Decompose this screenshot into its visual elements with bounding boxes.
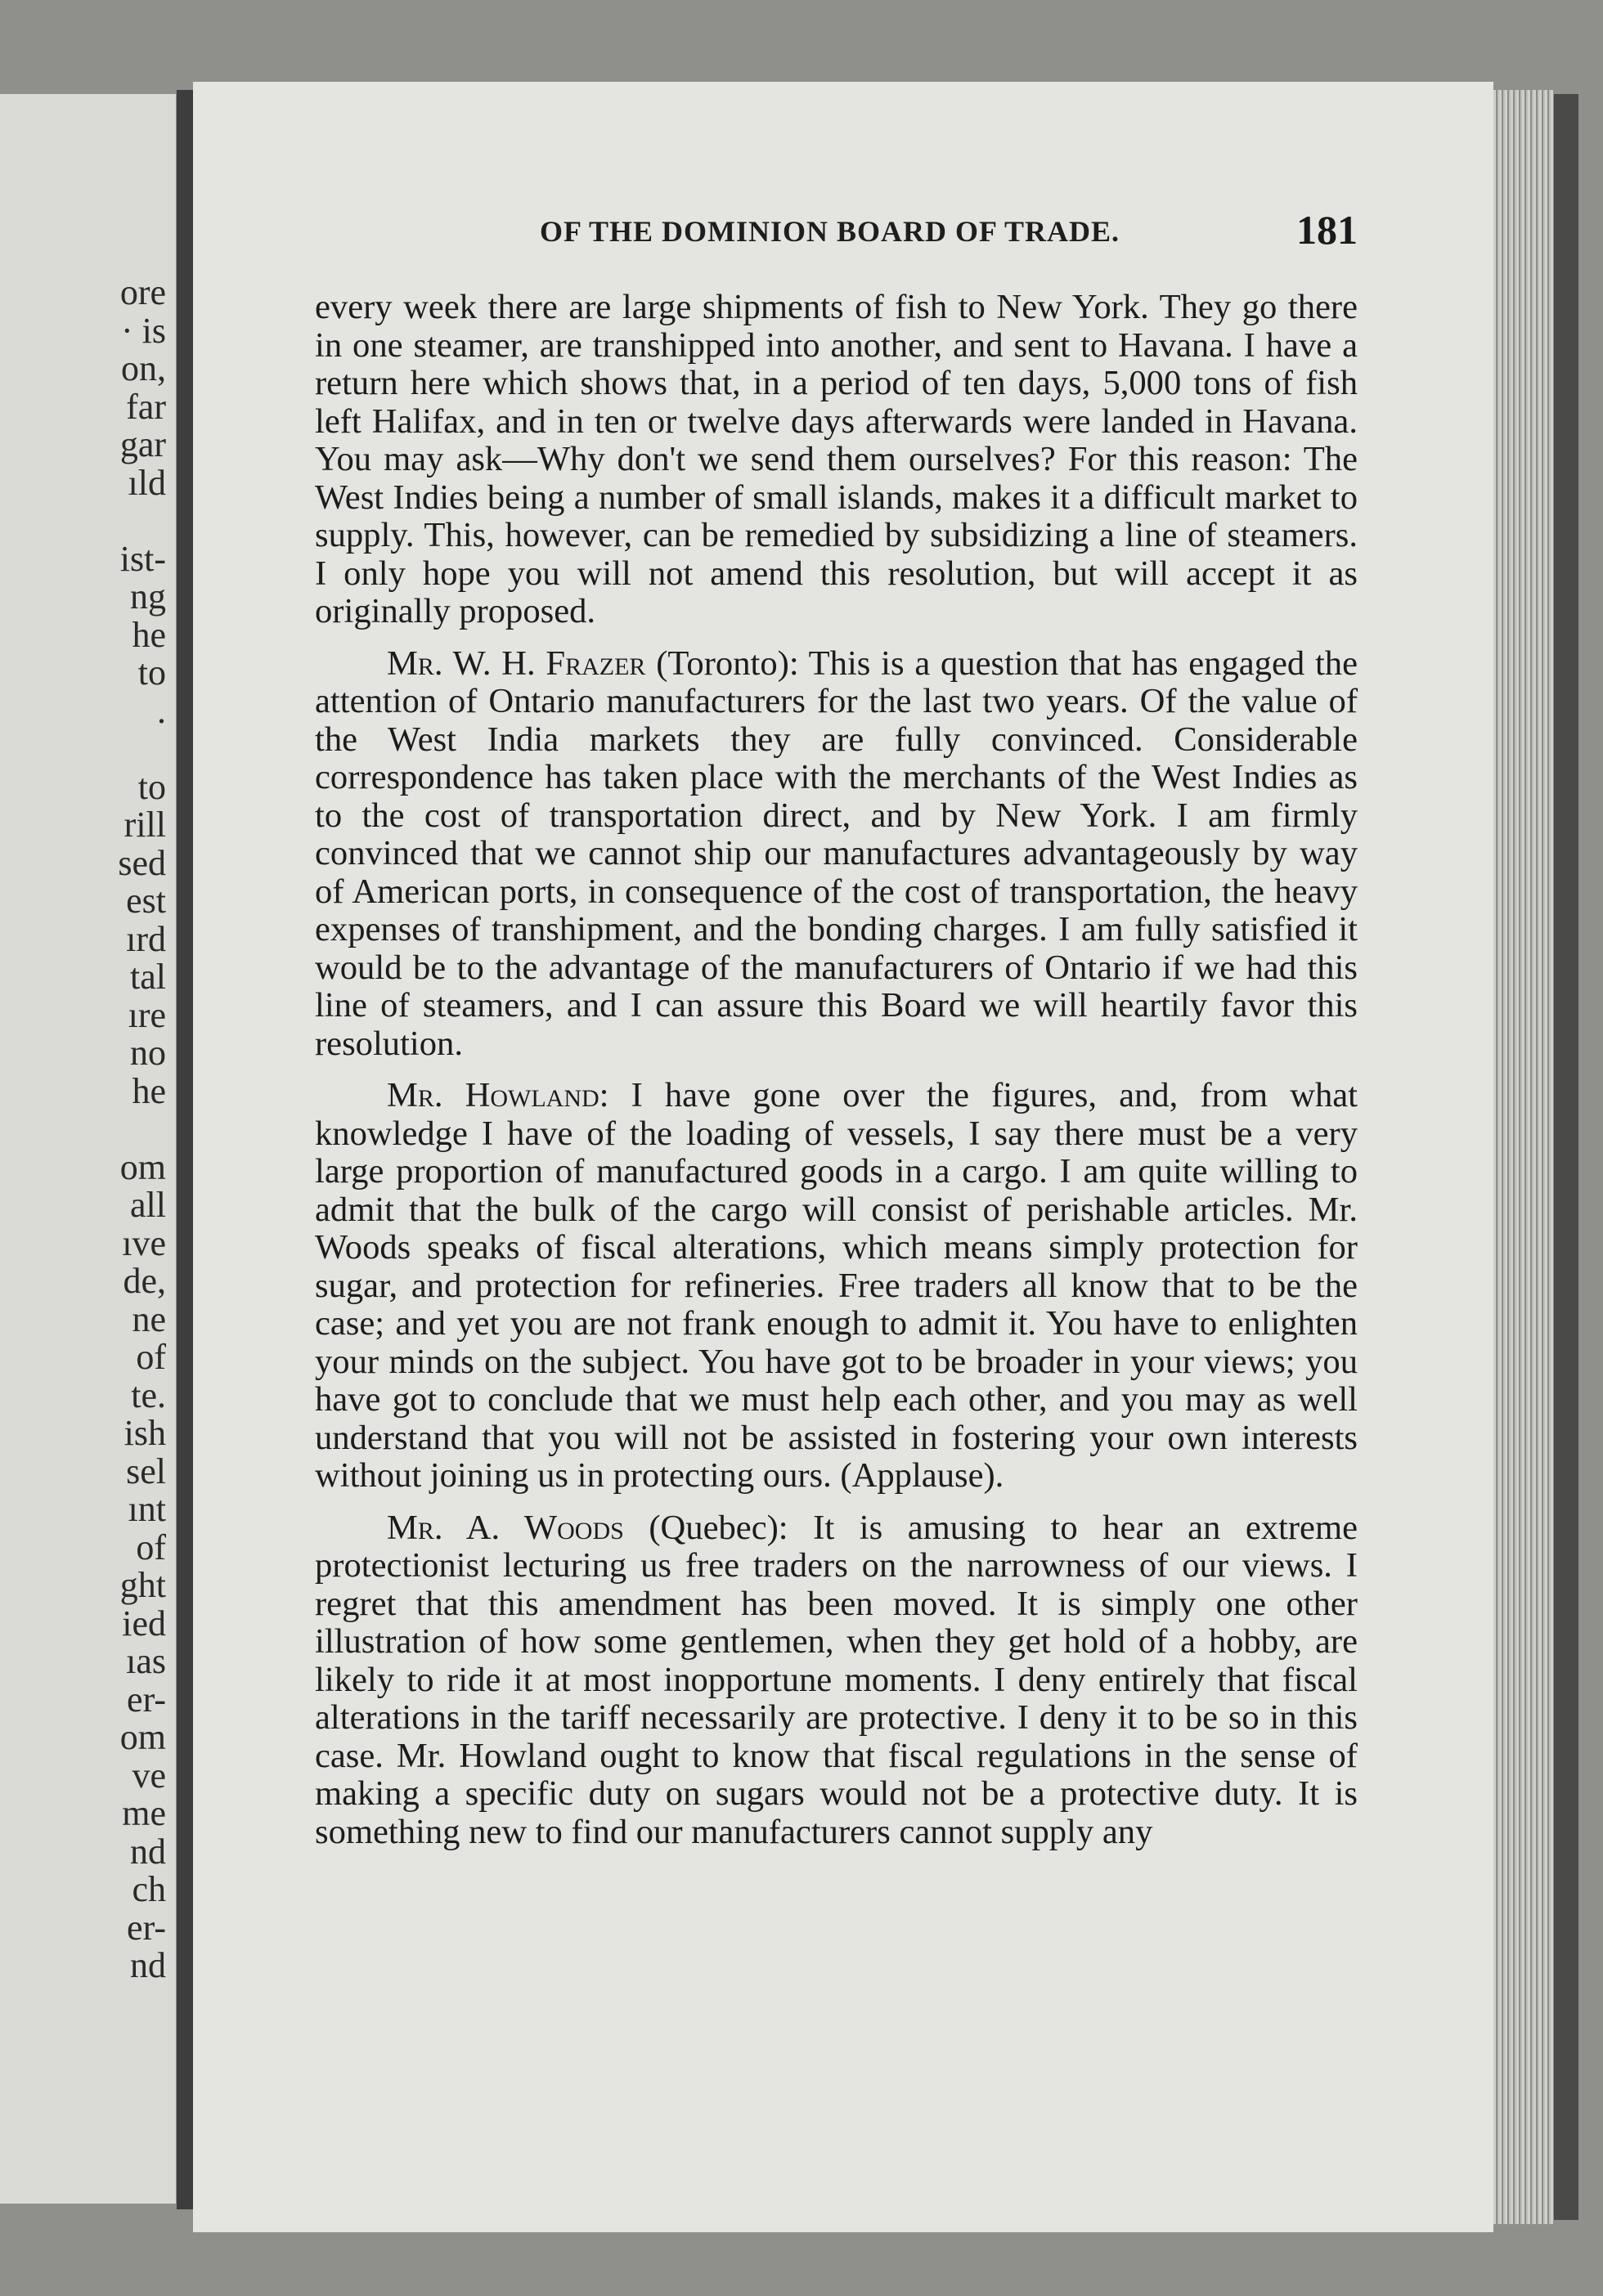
left-page-fragment: ied: [122, 1603, 166, 1644]
left-page-fragment: to: [137, 652, 166, 693]
left-page-fragment: ist-: [119, 538, 166, 579]
left-page-fragment: de,: [123, 1261, 166, 1301]
left-page-fragment: all: [130, 1185, 166, 1225]
left-page-fragment: ve: [132, 1755, 166, 1796]
speaker-name: Mr. A. Woods: [387, 1508, 624, 1547]
paragraph: [315, 1509, 1358, 1852]
paragraph-text: I have gone over the figures, and, from what knowledge I have of the loading of vessels, I say there must be a very large proportion of manufactured goods in a cargo. I am quite willing to admit that the bulk of the cargo will consist of perishable articles. Mr. Woods speaks of fiscal alterations, which means simply protection for sugar, and protection for refineries. Free traders all know that to be the case; and yet you are not frank enough to admit it. You have to enlighten your minds on the subject. You have got to be broader in your views; you have got to conclude that we must help each other, and you may as well understand that you will not be assisted in fostering your own interests without joining us in protecting ours. (Applause).: [315, 1076, 1358, 1495]
page-body: [315, 289, 1358, 1851]
left-page-fragment: ore: [119, 272, 166, 312]
left-page-fragment: of: [136, 1337, 166, 1377]
left-page-text-fragments: [118, 274, 166, 1985]
left-page-fragment: he: [132, 1070, 166, 1111]
left-facing-page: [0, 94, 176, 2204]
left-page-fragment: far: [126, 386, 166, 427]
page-edges: [1493, 90, 1554, 2224]
paragraph-text: This is a question that has engaged the attention of Ontario manufacturers for the last two years. Of the value of the West India markets they are fully convinced. Considerable correspondence has taken place with the merchants of the West Indies as to the cost of transportation direct, and by New York. I am firmly convinced that we cannot ship our manufactures advantageously by way of American ports, in consequence of the cost of transportation, the heavy expenses of transhipment, and the bonding charges. I am fully satisfied it would be to the advantage of the manufacturers of Ontario if we had this line of steamers, and I can assure this Board we will heartily favor this resolution.: [315, 644, 1358, 1063]
paragraph-text: It is amusing to hear an extreme protectionist lecturing us free traders on the narrowness of our views. I regret that this amendment has been moved. It is simply one other illustration of how some gentlemen, when they get hold of a hobby, are likely to ride it at most inopportune moments. I deny entirely that fiscal alterations in the tariff necessarily are protective. I deny it to be so in this case. Mr. Howland ought to know that fiscal regulations in the sense of making a specific duty on sugars would not be a protective duty. It is something new to find our manufacturers cannot supply any: [315, 1508, 1358, 1851]
speaker-affiliation: (Toronto):: [645, 644, 809, 683]
left-page-fragment: sel: [126, 1451, 166, 1491]
left-page-fragment: er-: [127, 1907, 166, 1948]
left-page-fragment: ne: [132, 1298, 166, 1339]
book-cover-edge: [1554, 94, 1578, 2220]
left-page-fragment: ch: [132, 1869, 166, 1909]
speaker-name: Mr. Howland: [387, 1076, 599, 1114]
left-page-fragment: to: [137, 766, 166, 807]
left-page-fragment: me: [122, 1793, 166, 1833]
left-page-fragment: rill: [123, 805, 166, 845]
left-page-fragment: [118, 1110, 166, 1149]
left-page-fragment: · is: [121, 310, 166, 351]
left-page-fragment: om: [119, 1146, 166, 1187]
left-page-fragment: gar: [119, 424, 166, 464]
left-page-fragment: ght: [119, 1565, 166, 1605]
left-page-fragment: om: [119, 1717, 166, 1757]
left-page-fragment: nd: [130, 1945, 166, 1985]
left-page-fragment: tal: [130, 957, 166, 997]
left-page-fragment: est: [126, 881, 166, 921]
paragraph: [315, 1077, 1358, 1496]
left-page-fragment: ish: [123, 1413, 166, 1453]
left-page-fragment: nd: [130, 1831, 166, 1872]
page-number: 181: [1296, 207, 1358, 253]
left-page-fragment: no: [130, 1033, 166, 1073]
paragraph-text: every week there are large shipments of fish to New York. They go there in one steamer, are transhipped into another, and sent to Havana. I have a return here which shows that, in a period of ten days, 5,000 tons of fish left Halifax, and in ten or twelve days afterwards were landed in Havana. You may ask—Why don't we send them ourselves? For this reason: The West Indies being a number of small islands, makes it a difficult market to supply. This, however, can be remedied by subsidizing a line of steamers. I only hope you will not amend this resolution, but will accept it as originally proposed.: [315, 288, 1358, 630]
left-page-fragment: [118, 730, 166, 769]
speaker-name: Mr. W. H. Frazer: [387, 644, 646, 683]
left-page-fragment: of: [136, 1527, 166, 1567]
left-page-fragment: ınt: [128, 1489, 166, 1529]
left-page-fragment: ıas: [126, 1641, 166, 1681]
left-page-fragment: .: [157, 690, 166, 731]
left-page-fragment: ıld: [128, 462, 166, 503]
running-title: OF THE DOMINION BOARD OF TRADE.: [540, 215, 1120, 248]
paragraph: [315, 289, 1358, 631]
speaker-affiliation: :: [599, 1076, 631, 1114]
left-page-fragment: sed: [118, 842, 166, 883]
left-page-fragment: ıve: [122, 1222, 166, 1263]
binding-gutter: [177, 90, 193, 2209]
left-page-fragment: [118, 502, 166, 540]
left-page-fragment: ng: [130, 576, 166, 617]
left-page-fragment: on,: [121, 348, 166, 388]
speaker-affiliation: (Quebec):: [623, 1508, 814, 1547]
paragraph: [315, 645, 1358, 1064]
left-page-fragment: te.: [131, 1374, 166, 1415]
left-page-fragment: er-: [127, 1679, 166, 1720]
left-page-fragment: ıre: [128, 994, 166, 1035]
left-page-fragment: ırd: [126, 918, 166, 959]
left-page-fragment: he: [132, 614, 166, 655]
